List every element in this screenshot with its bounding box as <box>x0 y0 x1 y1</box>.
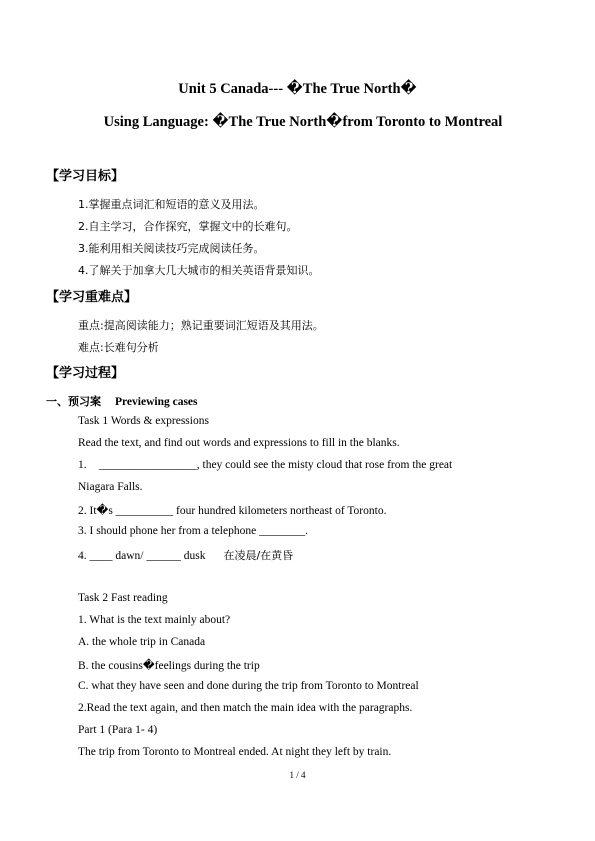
task2-option-a: A. the whole trip in Canada <box>78 636 206 648</box>
goals-heading: 【学习目标】 <box>46 169 125 184</box>
goal-item: 2.自主学习，合作探究，掌握文中的长难句。 <box>78 220 298 233</box>
task2-title: Task 2 Fast reading <box>78 592 168 604</box>
task2-option-b: B. the cousins�feelings during the trip <box>78 660 260 672</box>
task1-q1-continuation: Niagara Falls. <box>78 481 143 493</box>
task1-q1-text: _________________, they could see the misty cloud that rose from the great <box>99 459 453 471</box>
task1-q3: 3. I should phone her from a telephone ________. <box>78 525 308 537</box>
preview-label-cn: 一、预习案 <box>46 395 101 408</box>
task2-q2: 2.Read the text again, and then match the main idea with the paragraphs. <box>78 702 413 714</box>
task1-instruction: Read the text, and find out words and expressions to fill in the blanks. <box>78 437 400 449</box>
task1-q1-number: 1. <box>78 459 87 471</box>
task2-q1: 1. What is the text mainly about? <box>78 614 231 626</box>
key-point-item: 重点:提高阅读能力；熟记重要词汇短语及其用法。 <box>78 319 324 332</box>
goal-item: 3.能利用相关阅读技巧完成阅读任务。 <box>78 242 265 255</box>
key-points-heading: 【学习重难点】 <box>46 290 138 305</box>
document-title: Unit 5 Canada--- �The True North� <box>178 81 417 97</box>
process-heading: 【学习过程】 <box>46 366 125 381</box>
task2-part1-label: Part 1 (Para 1- 4) <box>78 724 158 736</box>
page-number: 1 / 4 <box>289 770 306 780</box>
task2-option-c: C. what they have seen and done during the trip from Toronto to Montreal <box>78 680 419 692</box>
preview-section-label <box>46 392 198 410</box>
task1-q2: 2. It�s __________ four hundred kilometers northeast of Toronto. <box>78 505 387 517</box>
difficult-point-item: 难点:长难句分析 <box>78 341 159 354</box>
goal-item: 4.了解关于加拿大几大城市的相关英语背景知识。 <box>78 264 320 277</box>
goal-item: 1.掌握重点词汇和短语的意义及用法。 <box>78 198 265 211</box>
task1-q4-cn: 在凌晨/在黄昏 <box>223 549 294 562</box>
document-subtitle: Using Language: �The True North�from Toronto to Montreal <box>103 114 503 130</box>
preview-label-en: Previewing cases <box>115 396 198 408</box>
task1-q4 <box>78 546 293 564</box>
task2-part1-idea: The trip from Toronto to Montreal ended. At night they left by train. <box>78 746 392 758</box>
task1-q4-en: 4. ____ dawn/ ______ dusk <box>78 550 206 562</box>
task1-title: Task 1 Words & expressions <box>78 415 209 427</box>
